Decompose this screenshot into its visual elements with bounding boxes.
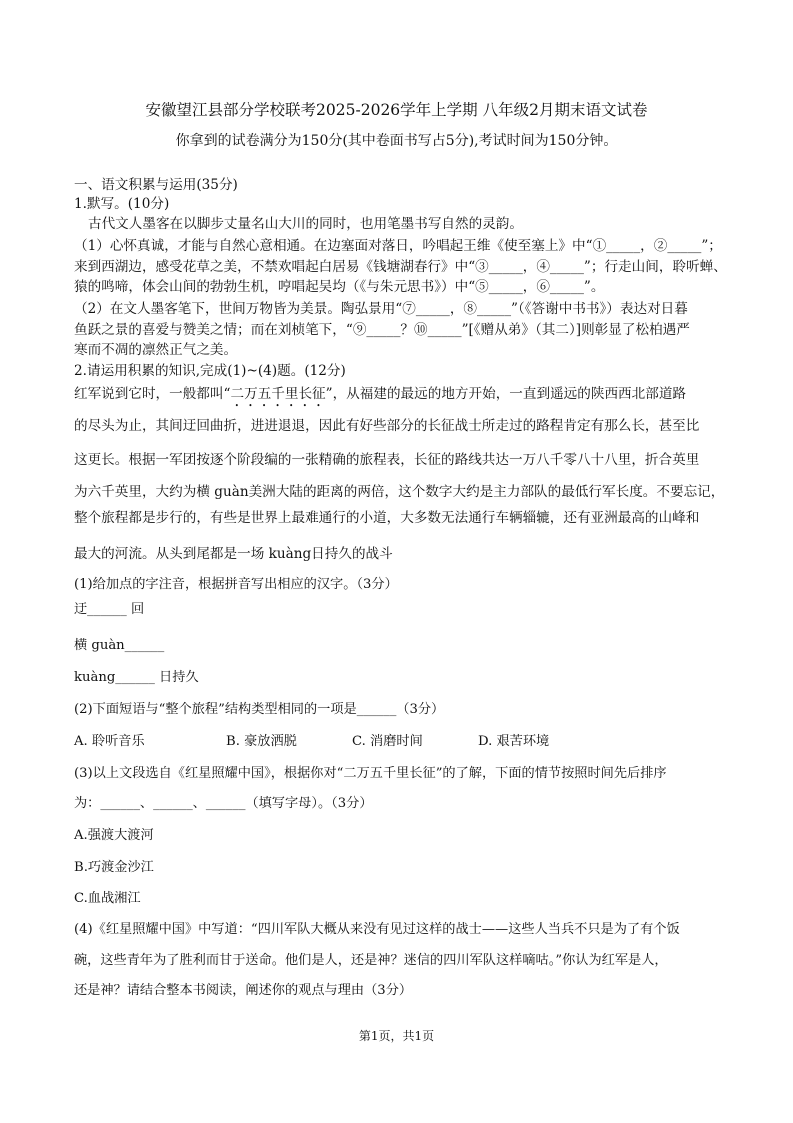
sub-question-4-line: 碗，这些青年为了胜利而甘于送命。他们是人，还是神？迷信的四川军队这样嘀咕。”你认为红军是人， xyxy=(74,953,668,968)
passage-text: 红军说到它时，一般都叫“ xyxy=(74,386,231,402)
event-option-b: B.巧渡金沙江 xyxy=(74,860,154,875)
sub-question-1-item: kuàng______ 日持久 xyxy=(74,670,199,685)
q1-part2-line: 鱼跃之景的喜爱与赞美之情；而在刘桢笔下，“⑨_____？⑩_____”[《赠从弟》（其二）]则彰显了松柏遇严 xyxy=(74,322,690,338)
question-1-label: 1.默写。(10分) xyxy=(74,196,170,212)
sub-question-4-line: 还是神？请结合整本书阅读，阐述你的观点与理由（3分） xyxy=(74,983,413,998)
sub-question-3-stem-cont: 为：______、______、______（填写字母）。（3分） xyxy=(74,796,373,811)
passage-emphasized-text: 二万五千里长征 xyxy=(230,386,326,402)
q1-part1-line: （1）心怀真诚，才能与自然心意相通。在边塞面对落日，吟唱起王维《使至塞上》中“①_____，②_____”； xyxy=(74,238,722,254)
sub-question-2-stem: (2)下面短语与“整个旅程”结构类型相同的一项是______（3分） xyxy=(74,702,445,717)
passage-line xyxy=(74,382,686,410)
sub-question-1-stem: (1)给加点的字注音，根据拼音写出相应的汉字。（3分） xyxy=(74,577,398,592)
option-c: C. 消磨时间 xyxy=(352,734,423,749)
sub-question-4-line: (4)《红星照耀中国》中写道：“四川军队大概从来没有见过这样的战士——这些人当兵不只是为了有个饭 xyxy=(74,922,680,937)
passage-line: 最大的河流。从头到尾都是一场 kuàng日持久的战斗 xyxy=(74,546,393,562)
passage-line: 为六千英里，大约为横 guàn美洲大陆的距离的两倍，这个数字大约是主力部队的最低行军长度。不要忘记， xyxy=(74,484,725,500)
event-option-c: C.血战湘江 xyxy=(74,891,141,906)
section-heading: 一、语文积累与运用(35分) xyxy=(74,177,238,193)
passage-line: 的尽头为止，其间迂回曲折，进进退退，因此有好些部分的长征战士所走过的路程肯定有那么长，甚至比 xyxy=(74,418,700,434)
passage-line: 整个旅程都是步行的，有些是世界上最难通行的小道，大多数无法通行车辆辎辘，还有亚洲最高的山峰和 xyxy=(74,510,700,526)
sub-question-3-stem: (3)以上文段选自《红星照耀中国》，根据你对“二万五千里长征”的了解，下面的情节按照时间先后排序 xyxy=(74,766,667,781)
question-1-intro: 古代文人墨客在以脚步丈量名山大川的同时，也用笔墨书写自然的灵韵。 xyxy=(88,216,523,232)
passage-line: 这更长。根据一军团按逐个阶段编的一张精确的旅程表，长征的路线共达一万八千零八十八里，折合英里 xyxy=(74,452,700,468)
option-d: D. 艰苦环境 xyxy=(478,734,550,749)
option-b: B. 豪放洒脱 xyxy=(226,734,297,749)
sub-question-1-item: 迂______ 回 xyxy=(74,602,145,617)
exam-subtitle: 你拿到的试卷满分为150分(其中卷面书写占5分),考试时间为150分钟。 xyxy=(175,133,618,149)
question-2-label: 2.请运用积累的知识,完成(1)~(4)题。(12分) xyxy=(74,363,346,379)
q1-part1-line: 来到西湖边，感受花草之美，不禁欢唱起白居易《钱塘湖春行》中“③_____，④_____”；行走山间，聆听蝉、 xyxy=(74,259,727,275)
passage-text: ”，从福建的最远的地方开始，一直到遥远的陕西西北部道路 xyxy=(325,386,687,402)
q1-part1-line: 猿的鸣啼，体会山间的勃勃生机，哼唱起吴均（《与朱元思书》）中“⑤_____，⑥_____”。 xyxy=(74,279,605,295)
q1-part2-line: （2）在文人墨客笔下，世间万物皆为美景。陶弘景用“⑦_____，⑧_____”（《答谢中书书》）表达对日暮 xyxy=(74,301,688,317)
page-footer: 第1页，共1页 xyxy=(358,1029,435,1043)
option-a: A. 聆听音乐 xyxy=(74,734,145,749)
event-option-a: A.强渡大渡河 xyxy=(74,828,154,843)
q1-part2-line: 寒而不凋的凛然正气之美。 xyxy=(74,342,238,358)
exam-title: 安徽望江县部分学校联考2025-2026学年上学期 八年级2月期末语文试卷 xyxy=(145,101,648,119)
sub-question-1-item: 横 guàn______ xyxy=(74,638,165,653)
